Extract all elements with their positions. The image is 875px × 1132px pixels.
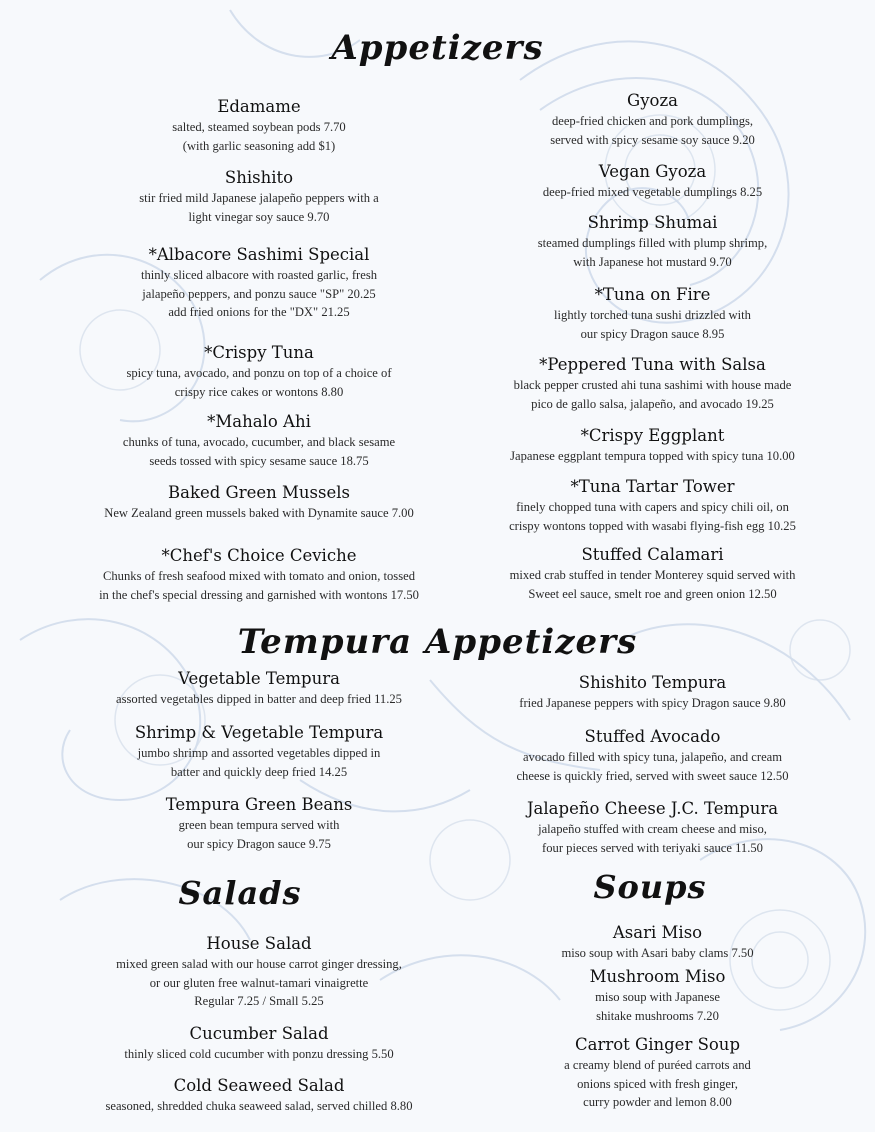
item-name: Carrot Ginger Soup bbox=[574, 1035, 741, 1054]
item-name: Vegan Gyoza bbox=[598, 162, 707, 181]
item-desc-line: deep-fried mixed vegetable dumplings 8.25 bbox=[542, 185, 763, 199]
menu-item-crispy-eggplant bbox=[455, 425, 850, 466]
item-desc-line: thinly sliced albacore with roasted garlic, fresh bbox=[140, 268, 378, 282]
item-name: Gyoza bbox=[627, 91, 678, 110]
item-name: Baked Green Mussels bbox=[168, 483, 350, 502]
item-desc-line: mixed crab stuffed in tender Monterey squid served with bbox=[509, 568, 796, 582]
menu-item-tuna-tartar-tower bbox=[455, 476, 850, 535]
item-desc-line: green bean tempura served with bbox=[178, 818, 340, 832]
menu-item-shrimp-vegetable-tempura bbox=[20, 722, 498, 781]
menu-item-tuna-on-fire bbox=[455, 284, 850, 343]
menu-item-cold-seaweed-salad bbox=[20, 1075, 498, 1116]
item-desc-line: stir fried mild Japanese jalapeño peppers with a bbox=[139, 191, 379, 205]
item-name: House Salad bbox=[206, 934, 312, 953]
menu-item-asari-miso bbox=[470, 922, 845, 963]
item-name: *Mahalo Ahi bbox=[207, 412, 311, 431]
item-name: Cold Seaweed Salad bbox=[173, 1076, 345, 1095]
menu-item-tempura-green-beans bbox=[20, 794, 498, 853]
item-desc-line: miso soup with Asari baby clams 7.50 bbox=[561, 946, 754, 960]
item-desc-line: deep-fried chicken and pork dumplings, bbox=[551, 114, 754, 128]
item-desc-line: in the chef's special dressing and garnished with wontons 17.50 bbox=[99, 587, 419, 602]
menu-item-mushroom-miso bbox=[470, 966, 845, 1025]
item-desc-line: or our gluten free walnut-tamari vinaigrette bbox=[149, 975, 369, 990]
item-name: Edamame bbox=[217, 97, 301, 116]
item-desc-line: our spicy Dragon sauce 8.95 bbox=[580, 326, 725, 341]
item-desc-line: finely chopped tuna with capers and spicy chili oil, on bbox=[516, 500, 789, 514]
item-desc-line: avocado filled with spicy tuna, jalapeño, and cream bbox=[522, 750, 783, 764]
item-desc-line: assorted vegetables dipped in batter and deep fried 11.25 bbox=[116, 692, 402, 706]
item-desc-line: lightly torched tuna sushi drizzled with bbox=[554, 308, 751, 322]
menu-item-baked-green-mussels bbox=[20, 482, 498, 523]
item-name: Jalapeño Cheese J.C. Tempura bbox=[526, 799, 779, 818]
item-desc-line: Chunks of fresh seafood mixed with tomato and onion, tossed bbox=[102, 569, 415, 583]
item-desc-line: with Japanese hot mustard 9.70 bbox=[573, 254, 732, 269]
item-desc-line: curry powder and lemon 8.00 bbox=[583, 1095, 732, 1109]
menu-item-chefs-choice-ceviche bbox=[20, 545, 498, 604]
menu-item-cucumber-salad bbox=[20, 1023, 498, 1064]
item-desc-line: mixed green salad with our house carrot ginger dressing, bbox=[116, 957, 402, 971]
menu-item-shishito bbox=[20, 167, 498, 226]
appetizers-heading: Appetizers bbox=[331, 28, 544, 68]
item-desc-line: a creamy blend of puréed carrots and bbox=[564, 1058, 751, 1072]
item-desc-line: miso soup with Japanese bbox=[595, 990, 720, 1004]
item-desc-line: jalapeño peppers, and ponzu sauce "SP" 20.25 bbox=[142, 286, 376, 301]
menu-item-house-salad bbox=[20, 933, 498, 1011]
item-name: *Chef's Choice Ceviche bbox=[161, 546, 357, 565]
item-desc-line: spicy tuna, avocado, and ponzu on top of a choice of bbox=[126, 366, 392, 380]
item-desc-line: seeds tossed with spicy sesame sauce 18.75 bbox=[149, 453, 369, 468]
item-name: Mushroom Miso bbox=[589, 967, 726, 986]
item-name: Shishito bbox=[224, 168, 294, 187]
item-name: *Albacore Sashimi Special bbox=[148, 245, 370, 264]
item-desc-line: pico de gallo salsa, jalapeño, and avocado 19.25 bbox=[531, 396, 774, 411]
menu-item-stuffed-calamari bbox=[455, 544, 850, 603]
item-desc-line: onions spiced with fresh ginger, bbox=[577, 1076, 738, 1091]
item-desc-line: light vinegar soy sauce 9.70 bbox=[188, 209, 330, 224]
item-desc-line: New Zealand green mussels baked with Dynamite sauce 7.00 bbox=[104, 506, 414, 520]
item-desc-line: Japanese eggplant tempura topped with spicy tuna 10.00 bbox=[510, 449, 795, 463]
item-desc-line: fried Japanese peppers with spicy Dragon sauce 9.80 bbox=[519, 696, 786, 710]
item-desc-line: our spicy Dragon sauce 9.75 bbox=[187, 836, 331, 851]
item-desc-line: steamed dumplings filled with plump shrimp, bbox=[537, 236, 768, 250]
menu-item-vegetable-tempura bbox=[20, 668, 498, 709]
menu-item-gyoza bbox=[455, 90, 850, 149]
item-name: Stuffed Calamari bbox=[581, 545, 724, 564]
item-desc-line: chunks of tuna, avocado, cucumber, and black sesame bbox=[122, 435, 396, 449]
item-desc-line: jumbo shrimp and assorted vegetables dipped in bbox=[137, 746, 381, 760]
item-desc-line: Regular 7.25 / Small 5.25 bbox=[194, 994, 324, 1008]
item-name: *Crispy Tuna bbox=[204, 343, 314, 362]
menu-item-carrot-ginger-soup bbox=[470, 1034, 845, 1112]
item-name: Stuffed Avocado bbox=[584, 727, 721, 746]
menu-item-shishito-tempura bbox=[455, 672, 850, 713]
item-name: *Tuna Tartar Tower bbox=[570, 477, 735, 496]
item-name: *Tuna on Fire bbox=[594, 285, 711, 304]
menu-item-edamame bbox=[20, 96, 498, 155]
item-desc-line: black pepper crusted ahi tuna sashimi with house made bbox=[513, 378, 792, 392]
item-desc-line: batter and quickly deep fried 14.25 bbox=[170, 764, 348, 779]
menu-item-stuffed-avocado bbox=[455, 726, 850, 785]
menu-item-vegan-gyoza bbox=[455, 161, 850, 202]
menu-item-jalapeno-cheese-tempura bbox=[455, 798, 850, 857]
item-name: Cucumber Salad bbox=[189, 1024, 329, 1043]
salads-heading: Salads bbox=[178, 874, 302, 912]
soups-heading: Soups bbox=[593, 868, 707, 906]
item-name: Shishito Tempura bbox=[578, 673, 727, 692]
item-desc-line: served with spicy sesame soy sauce 9.20 bbox=[550, 132, 755, 147]
item-desc-line: salted, steamed soybean pods 7.70 bbox=[172, 120, 346, 134]
menu-item-mahalo-ahi bbox=[20, 411, 498, 470]
item-name: Tempura Green Beans bbox=[165, 795, 353, 814]
tempura-heading: Tempura Appetizers bbox=[237, 622, 638, 662]
item-desc-line: Sweet eel sauce, smelt roe and green onion 12.50 bbox=[528, 586, 777, 601]
item-name: Vegetable Tempura bbox=[178, 669, 340, 688]
menu-item-peppered-tuna-salsa bbox=[455, 354, 850, 413]
menu-item-shrimp-shumai bbox=[455, 212, 850, 271]
item-name: Shrimp & Vegetable Tempura bbox=[134, 723, 384, 742]
item-desc-line: seasoned, shredded chuka seaweed salad, served chilled 8.80 bbox=[105, 1099, 413, 1113]
item-desc-line: crispy rice cakes or wontons 8.80 bbox=[174, 384, 344, 399]
item-desc-line: four pieces served with teriyaki sauce 11.50 bbox=[542, 840, 763, 855]
item-name: *Peppered Tuna with Salsa bbox=[539, 355, 766, 374]
item-desc-line: add fried onions for the "DX" 21.25 bbox=[168, 305, 350, 319]
item-name: Shrimp Shumai bbox=[587, 213, 718, 232]
item-name: *Crispy Eggplant bbox=[580, 426, 725, 445]
item-desc-line: shitake mushrooms 7.20 bbox=[596, 1008, 719, 1023]
item-desc-line: crispy wontons topped with wasabi flying-fish egg 10.25 bbox=[509, 518, 796, 533]
item-desc-line: thinly sliced cold cucumber with ponzu dressing 5.50 bbox=[124, 1047, 394, 1061]
menu-item-crispy-tuna bbox=[20, 342, 498, 401]
item-desc-line: jalapeño stuffed with cream cheese and miso, bbox=[538, 822, 767, 836]
item-desc-line: cheese is quickly fried, served with sweet sauce 12.50 bbox=[516, 768, 789, 783]
menu-item-albacore-sashimi bbox=[20, 244, 498, 322]
item-desc-line: (with garlic seasoning add $1) bbox=[182, 138, 336, 153]
item-name: Asari Miso bbox=[612, 923, 703, 942]
